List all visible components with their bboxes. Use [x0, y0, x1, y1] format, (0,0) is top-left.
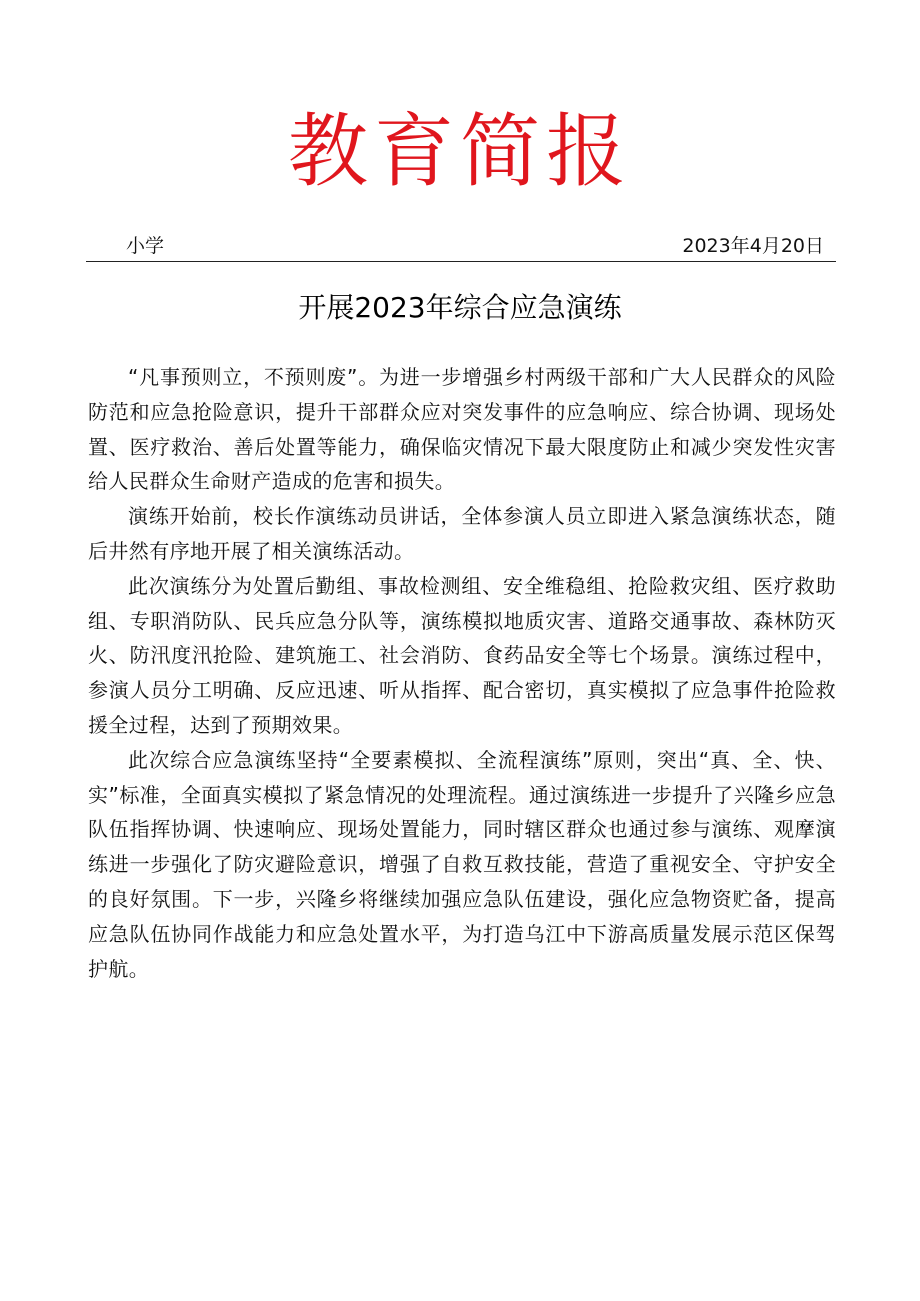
issue-date: 2023年4月20日 [682, 235, 824, 257]
paragraph: 此次综合应急演练坚持“全要素模拟、全流程演练”原则，突出“真、全、快、实”标准，全面真实模拟了紧急情况的处理流程。通过演练进一步提升了兴隆乡应急队伍指挥协调、快速响应、现场处置能力，同时辖区群众也通过参与演练、观摩演练进一步强化了防灾避险意识，增强了自救互救技能，营造了重视安全、守护安全的良好氛围。下一步，兴隆乡将继续加强应急队伍建设，强化应急物资贮备，提高应急队伍协同作战能力和应急处置水平，为打造乌江中下游高质量发展示范区保驾护航。 [88, 747, 836, 981]
paragraph: 演练开始前，校长作演练动员讲话，全体参演人员立即进入紧急演练状态，随后井然有序地开展了相关演练活动。 [88, 504, 836, 563]
article-headline: 开展2023年综合应急演练 [298, 291, 622, 324]
article-body [88, 360, 836, 986]
paragraph: “凡事预则立，不预则废”。为进一步增强乡村两级干部和广大人民群众的风险防范和应急抢险意识，提升干部群众应对突发事件的应急响应、综合协调、现场处置、医疗救治、善后处置等能力，确保临灾情况下最大限度防止和减少突发性灾害给人民群众生命财产造成的危害和损失。 [88, 365, 836, 494]
paragraph: 此次演练分为处置后勤组、事故检测组、安全维稳组、抢险救灾组、医疗救助组、专职消防队、民兵应急分队等，演练模拟地质灾害、道路交通事故、森林防灭火、防汛度汛抢险、建筑施工、社会消防、食药品安全等七个场景。演练过程中，参演人员分工明确、反应迅速、听从指挥、配合密切，真实模拟了应急事件抢险救援全过程，达到了预期效果。 [88, 573, 836, 737]
organization-name: 小学 [126, 235, 165, 257]
header-divider [86, 261, 836, 262]
issue-info-row [88, 231, 836, 261]
masthead-title: 教育简报 [288, 105, 632, 198]
